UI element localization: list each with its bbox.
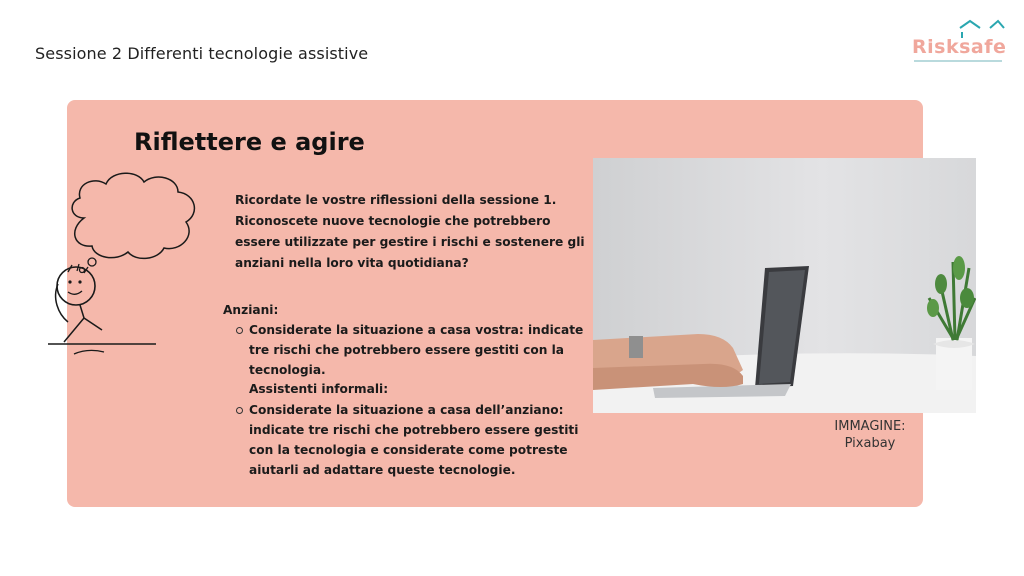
bullet-assistenti: Considerate la situazione a casa dell’anziano: indicate tre rischi che potrebbero essere gestiti con la tecnologia e considerate come potreste aiutarli ad adattare queste tecnologie. [249, 403, 579, 477]
card-title: Riflettere e agire [134, 128, 365, 156]
bullet-anziani: Considerate la situazione a casa vostra: indicate tre rischi che potrebbero essere gestiti con la tecnologia. [249, 323, 584, 377]
laptop-photo [593, 158, 976, 413]
bullet-circle-icon [236, 407, 243, 414]
page-title: Sessione 2 Differenti tecnologie assistive [35, 44, 369, 63]
logo-tagline [914, 60, 1002, 62]
caption-line2: Pixabay [844, 436, 896, 451]
section-label-anziani: Anziani: [223, 303, 279, 317]
caption-line1: IMMAGINE: [834, 419, 906, 434]
risksafe-logo [910, 18, 1010, 66]
bullet-circle-icon [236, 327, 243, 334]
thinking-person-icon [44, 166, 214, 366]
intro-text: Ricordate le vostre riflessioni della sessione 1. Riconoscete nuove tecnologie che potrebbero essere utilizzate per gestire i rischi e sostenere gli anziani nella loro vita quotidiana? [235, 193, 585, 270]
image-caption [820, 418, 920, 452]
section-label-assistenti: Assistenti informali: [249, 382, 389, 396]
logo-text: Risksafe [912, 36, 1007, 58]
